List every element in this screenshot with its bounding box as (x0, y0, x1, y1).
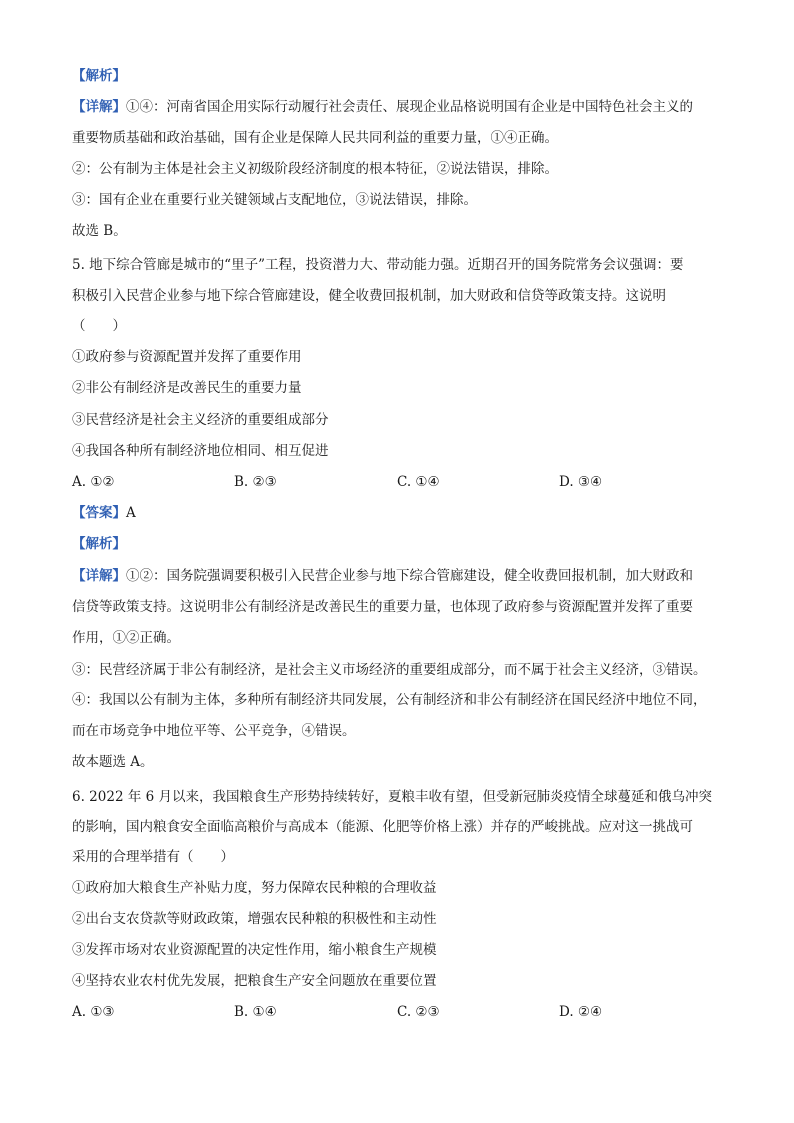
question-stem-line: 采用的合理举措有（ ） (72, 849, 234, 865)
detail-paragraph-line: 作用，①②正确。 (72, 630, 180, 646)
explanation-line: ③：民营经济属于非公有制经济，是社会主义市场经济的重要组成部分，而不属于社会主义经济，③错误。 (72, 662, 707, 678)
question-stem-line: 的影响，国内粮食安全面临高粮价与高成本（能源、化肥等价格上涨）并存的严峻挑战。应对这一挑战可 (72, 819, 693, 835)
choice-statement: ①政府参与资源配置并发挥了重要作用 (72, 349, 302, 365)
question-stem-line: 6. 2022 年 6 月以来，我国粮食生产形势持续转好，夏粮丰收有望，但受新冠肺炎疫情全球蔓延和俄乌冲突 (72, 789, 712, 805)
answer-options (72, 1002, 732, 1022)
option-d: D. ②④ (559, 1004, 603, 1020)
detail-tag: 【详解】 (72, 99, 126, 115)
choice-statement: ②出台支农贷款等财政政策，增强农民种粮的积极性和主动性 (72, 911, 437, 927)
option-b: B. ②③ (234, 474, 277, 490)
detail-paragraph-line (72, 97, 732, 117)
analysis-heading (72, 66, 732, 86)
analysis-tag: 【解析】 (72, 536, 126, 552)
question-stem-line: 5. 地下综合管廊是城市的“里子”工程，投资潜力大、带动能力强。近期召开的国务院常务会议强调：要 (72, 257, 684, 273)
choice-statement: ④我国各种所有制经济地位相同、相互促进 (72, 443, 329, 459)
detail-paragraph-line: 信贷等政策支持。这说明非公有制经济是改善民生的重要力量，也体现了政府参与资源配置并发挥了重要 (72, 599, 693, 615)
explanation-line: 而在市场竞争中地位平等、公平竞争，④错误。 (72, 723, 356, 739)
explanation-line: ②：公有制为主体是社会主义初级阶段经济制度的根本特征，②说法错误，排除。 (72, 161, 558, 177)
choice-statement: ③民营经济是社会主义经济的重要组成部分 (72, 412, 329, 428)
question-stem-line: 积极引入民营企业参与地下综合管廊建设，健全收费回报机制，加大财政和信贷等政策支持。这说明 (72, 288, 666, 304)
detail-paragraph-line (72, 566, 732, 586)
option-a: A. ①③ (72, 1004, 115, 1020)
analysis-heading (72, 534, 732, 554)
option-a: A. ①② (72, 474, 115, 490)
detail-text: ①②：国务院强调要积极引入民营企业参与地下综合管廊建设，健全收费回报机制，加大财政和 (126, 568, 693, 584)
answer-line (72, 503, 732, 523)
choice-statement: ①政府加大粮食生产补贴力度，努力保障农民种粮的合理收益 (72, 880, 437, 896)
answer-options (72, 472, 732, 492)
explanation-line: ④：我国以公有制为主体，多种所有制经济共同发展，公有制经济和非公有制经济在国民经济中地位不同， (72, 692, 707, 708)
analysis-tag: 【解析】 (72, 68, 126, 84)
conclusion-line: 故选 B。 (72, 223, 127, 239)
option-d: D. ③④ (559, 474, 603, 490)
option-c: C. ①④ (397, 474, 440, 490)
choice-statement: ④坚持农业农村优先发展，把粮食生产安全问题放在重要位置 (72, 973, 437, 989)
question-blank: （ ） (72, 318, 126, 334)
detail-tag: 【详解】 (72, 568, 126, 584)
answer-value: A (126, 505, 136, 521)
option-b: B. ①④ (234, 1004, 277, 1020)
choice-statement: ③发挥市场对农业资源配置的决定性作用，缩小粮食生产规模 (72, 942, 437, 958)
choice-statement: ②非公有制经济是改善民生的重要力量 (72, 380, 302, 396)
detail-text: ①④：河南省国企用实际行动履行社会责任、展现企业品格说明国有企业是中国特色社会主义的 (126, 99, 693, 115)
detail-paragraph-line: 重要物质基础和政治基础，国有企业是保障人民共同利益的重要力量，①④正确。 (72, 130, 558, 146)
conclusion-line: 故本题选 A。 (72, 754, 154, 770)
explanation-line: ③：国有企业在重要行业关键领域占支配地位，③说法错误，排除。 (72, 192, 477, 208)
answer-tag: 【答案】 (72, 505, 126, 521)
option-c: C. ②③ (397, 1004, 440, 1020)
